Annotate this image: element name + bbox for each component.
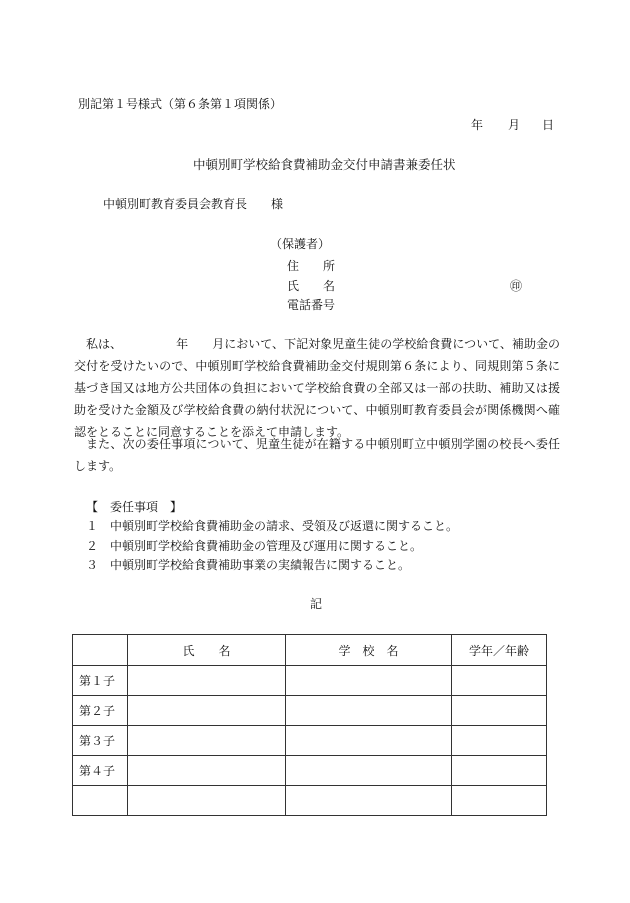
name-cell[interactable] xyxy=(128,666,286,696)
row-label: 第２子 xyxy=(73,696,128,726)
applicant-section-label: （保護者） xyxy=(270,237,331,251)
grade-cell[interactable] xyxy=(452,756,547,786)
table-row xyxy=(73,696,547,726)
seal-mark: ㊞ xyxy=(510,279,523,293)
table-header-grade: 学年／年齢 xyxy=(452,635,547,666)
body-paragraph-1: 私は、 年 月において、下記対象児童生徒の学校給食費について、補助金の交付を受けたいので、中頓別町学校給食費補助金交付規則第６条により、同規則第５条に基づき国又は地方公共団体の負担において学校給食費の全部又は一部の扶助、補助又は援助を受けた金額及び学校給食費の納付状況について、中頓別町教育委員会が関係機関へ確認をとることに同意することを添えて申請します。 xyxy=(74,337,560,439)
row-label: 第３子 xyxy=(73,726,128,756)
date-day: 日 xyxy=(542,118,555,132)
phone-label: 電話番号 xyxy=(287,298,336,312)
school-cell[interactable] xyxy=(286,726,452,756)
grade-cell[interactable] xyxy=(452,696,547,726)
table-header-name: 氏 名 xyxy=(128,635,286,666)
list-item: ２ 中頓別町学校給食費補助金の管理及び運用に関すること。 xyxy=(86,539,423,553)
school-cell[interactable] xyxy=(286,666,452,696)
name-cell[interactable] xyxy=(128,786,286,816)
table-header-school: 学 校 名 xyxy=(286,635,452,666)
body-paragraph-2: また、次の委任事項について、児童生徒が在籍する中頓別町立中頓別学園の校長へ委任します。 xyxy=(74,437,560,473)
name-cell[interactable] xyxy=(128,696,286,726)
name-cell[interactable] xyxy=(128,726,286,756)
table-row xyxy=(73,786,547,816)
grade-cell[interactable] xyxy=(452,726,547,756)
row-label xyxy=(73,786,128,816)
school-cell[interactable] xyxy=(286,696,452,726)
name-cell[interactable] xyxy=(128,756,286,786)
document-title: 中頓別町学校給食費補助金交付申請書兼委任状 xyxy=(193,157,456,172)
table-row xyxy=(73,666,547,696)
grade-cell[interactable] xyxy=(452,666,547,696)
grade-cell[interactable] xyxy=(452,786,547,816)
school-cell[interactable] xyxy=(286,756,452,786)
school-cell[interactable] xyxy=(286,786,452,816)
table-row xyxy=(73,756,547,786)
row-label: 第１子 xyxy=(73,666,128,696)
children-table xyxy=(72,634,547,816)
ki-label: 記 xyxy=(310,597,323,611)
address-label: 住 所 xyxy=(287,259,336,273)
date-year: 年 xyxy=(471,118,484,132)
list-item: １ 中頓別町学校給食費補助金の請求、受領及び返還に関すること。 xyxy=(86,519,459,533)
date-month: 月 xyxy=(508,118,521,132)
form-id: 別記第１号様式（第６条第１項関係） xyxy=(78,97,283,111)
name-label: 氏 名 xyxy=(287,279,336,293)
table-header-cell xyxy=(73,635,128,666)
row-label: 第４子 xyxy=(73,756,128,786)
list-item: ３ 中頓別町学校給食費補助事業の実績報告に関すること。 xyxy=(86,558,411,572)
table-header-row xyxy=(73,635,547,666)
delegation-heading: 【 委任事項 】 xyxy=(86,500,183,514)
table-row xyxy=(73,726,547,756)
addressee: 中頓別町教育委員会教育長 様 xyxy=(103,197,284,211)
